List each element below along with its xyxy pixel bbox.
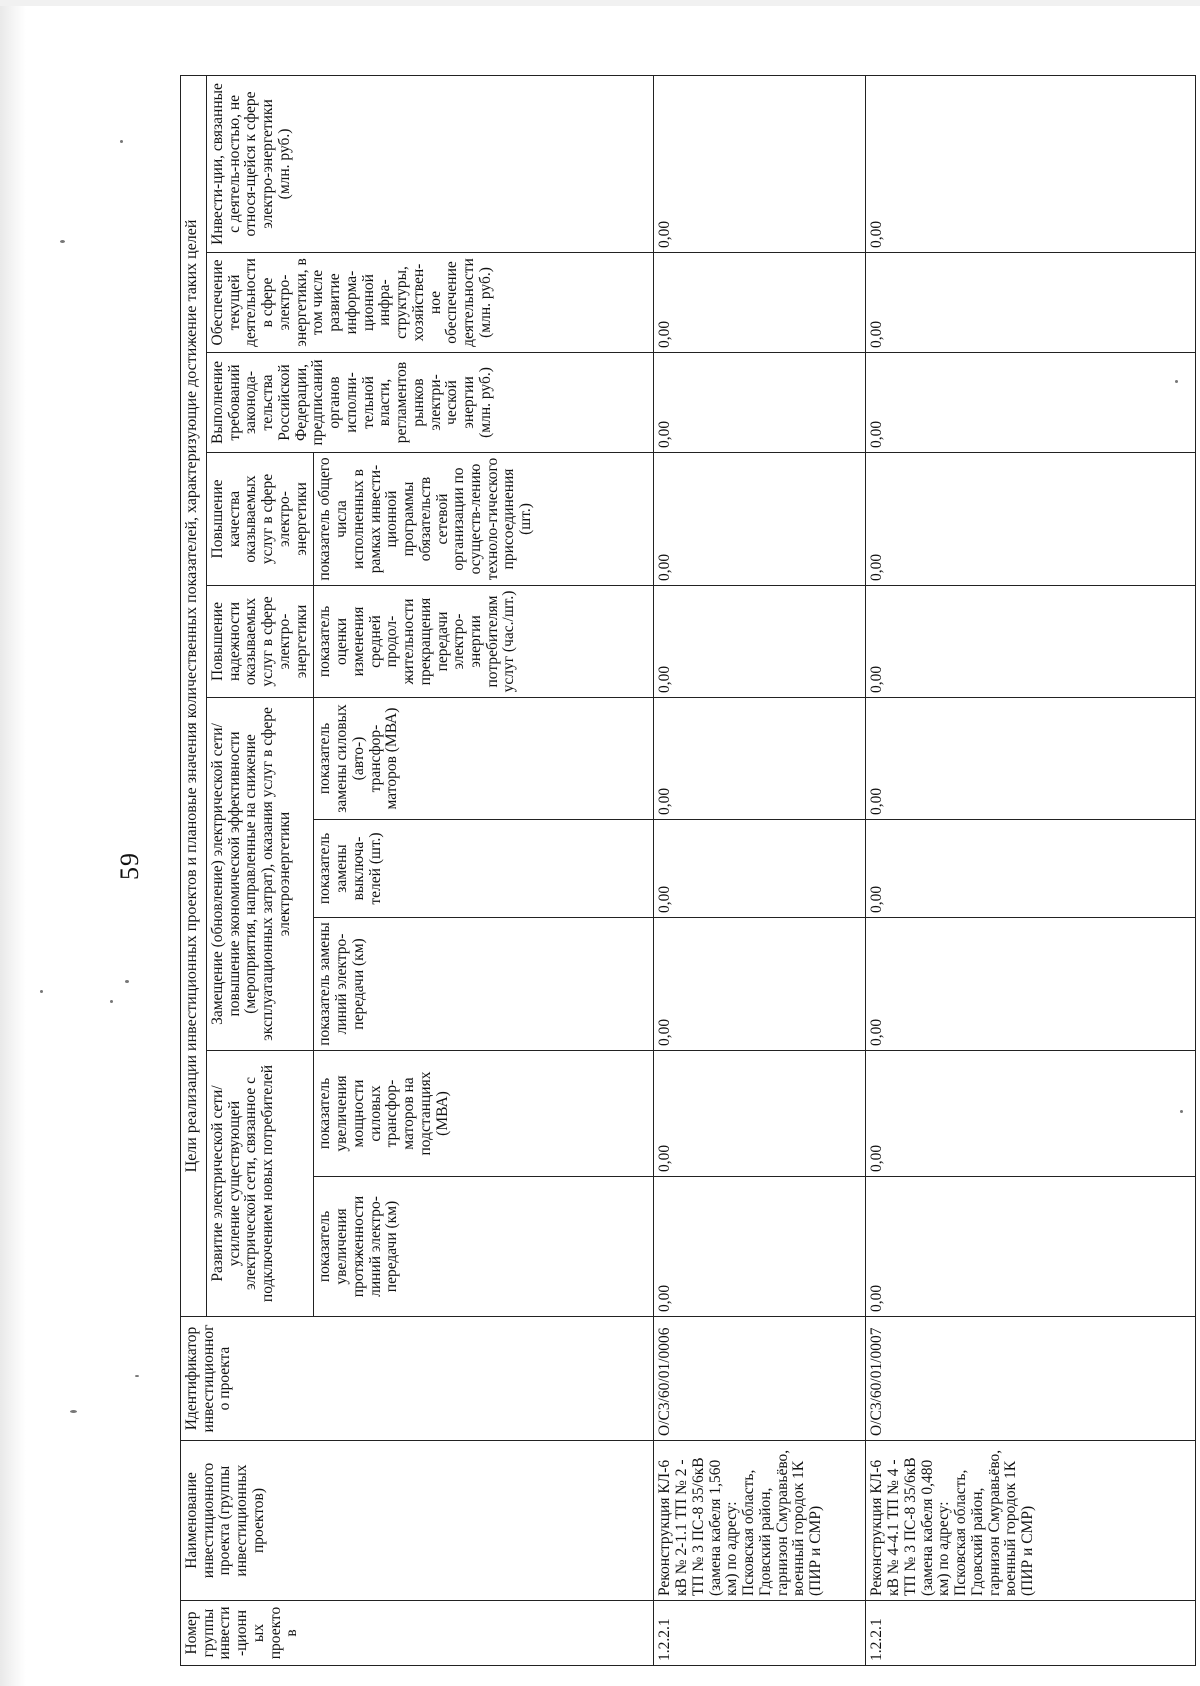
header-name: Наименование инвестиционного проекта (группы инвестиционных проектов) — [181, 1441, 654, 1601]
header-group-quality: Повышение качества оказываемых услуг в сфере электро-энергетики — [207, 453, 314, 586]
scan-edge — [0, 0, 26, 1686]
row-value: 0,00 — [654, 353, 866, 453]
header-identifier: Идентификатор инвестиционного проекта — [181, 1317, 654, 1441]
scan-speck — [1175, 380, 1178, 383]
header-number: Номер группы инвести-ционных проектов — [181, 1601, 654, 1666]
investment-table-sheet — [180, 76, 1196, 1666]
table-row — [866, 75, 1196, 1665]
header-switches: показатель замены выключа-телей (шт.) — [314, 820, 654, 918]
row-value: 0,00 — [654, 586, 866, 698]
header-legal: Выполнение требований законода-тельства Российской Федерации, предписаний органов исполни-тельной власти, регламентов рынков электри-ческой энергии (млн. руб.) — [207, 353, 654, 453]
row-value: 0,00 — [654, 698, 866, 820]
header-transformers-replace: показатель замены силовых (авто-) трансфор-маторов (МВА) — [314, 698, 654, 820]
row-value: 0,00 — [866, 1177, 1196, 1317]
row-value: 0,00 — [654, 75, 866, 252]
row-project-name: Реконструкция КЛ-6 кВ № 4-4.1 ТП № 4 - ТП № 3 ПС-8 35/6кВ (замена кабеля 0,480 км) по адресу: Псковская область, Гдовский район, гарнизон Смуравьёво, военный городок 1К (ПИР и СМР) — [866, 1441, 1196, 1601]
header-goals: Цели реализации инвестиционных проектов и плановые значения количественных показателей, характеризующие достижение таких целей — [181, 75, 207, 1316]
row-identifier: О/С3/60/01/0007 — [866, 1317, 1196, 1441]
row-value: 0,00 — [654, 253, 866, 353]
scan-speck — [135, 1375, 139, 1377]
table-row — [654, 75, 866, 1665]
row-value: 0,00 — [654, 1051, 866, 1177]
scan-speck — [120, 140, 123, 143]
row-value: 0,00 — [866, 353, 1196, 453]
header-lines-replace: показатель замены линий электро-передачи (км) — [314, 918, 654, 1051]
row-value: 0,00 — [866, 698, 1196, 820]
scan-speck — [60, 240, 65, 243]
header-lines-length: показатель увеличения протяженности линий электро-передачи (км) — [314, 1177, 654, 1317]
header-quality-index: показатель общего числа исполненных в рамках инвести-ционной программы обязательств сетевой организации по осуществ-лению техноло-гического присоединения (шт.) — [314, 453, 654, 586]
scan-speck — [70, 1410, 77, 1413]
row-value: 0,00 — [866, 918, 1196, 1051]
scan-speck — [1180, 1110, 1183, 1113]
row-value: 0,00 — [866, 586, 1196, 698]
row-number: 1.2.2.1 — [654, 1601, 866, 1666]
row-value: 0,00 — [654, 1177, 866, 1317]
header-current-activity: Обеспечение текущей деятельности в сфере электро-энергетики, в том числе развитие информа-ционной инфра-структуры, хозяйствен-ное обеспечение деятельности (млн. руб.) — [207, 253, 654, 353]
row-value: 0,00 — [866, 820, 1196, 918]
row-identifier: О/С3/60/01/0006 — [654, 1317, 866, 1441]
row-number: 1.2.2.1 — [866, 1601, 1196, 1666]
row-value: 0,00 — [654, 820, 866, 918]
row-value: 0,00 — [866, 75, 1196, 252]
row-value: 0,00 — [654, 453, 866, 586]
row-value: 0,00 — [866, 1051, 1196, 1177]
row-value: 0,00 — [866, 453, 1196, 586]
header-group-reliability: Повышение надежности оказываемых услуг в сфере электро-энергетики — [207, 586, 314, 698]
row-project-name: Реконструкция КЛ-6 кВ № 2-1.1 ТП № 2 - ТП № 3 ПС-8 35/6кВ (замена кабеля 1,560 км) по адресу: Псковская область, Гдовский район, гарнизон Смуравьёво, военный городок 1К (ПИР и СМР) — [654, 1441, 866, 1601]
header-transformer-power: показатель увеличения мощности силовых трансфор-маторов на подстанциях (МВА) — [314, 1051, 654, 1177]
page-number: 59 — [115, 852, 144, 880]
scan-speck — [40, 990, 43, 993]
investment-goals-table — [180, 75, 1196, 1666]
header-other: Инвести-ции, связанные с деятель-ностью, не относя-щейся к сфере электро-энергетики (млн. руб.) — [207, 75, 654, 252]
scan-speck — [110, 1000, 113, 1003]
scan-edge-top — [0, 0, 1200, 6]
row-value: 0,00 — [654, 918, 866, 1051]
header-reliability-index: показатель оценки изменения средней продол-жительности прекращения передачи электро-энергии потребителям услуг (час./шт.) — [314, 586, 654, 698]
scan-speck — [125, 980, 129, 983]
header-group-replacement: Замещение (обновление) электрической сети/повышение экономической эффективности (мероприятия, направленные на снижение эксплуатационных затрат), оказания услуг в сфере электроэнергетики — [207, 698, 314, 1051]
row-value: 0,00 — [866, 253, 1196, 353]
header-group-development: Развитие электрической сети/усиление существующей электрической сети, связанное с подключением новых потребителей — [207, 1051, 314, 1317]
